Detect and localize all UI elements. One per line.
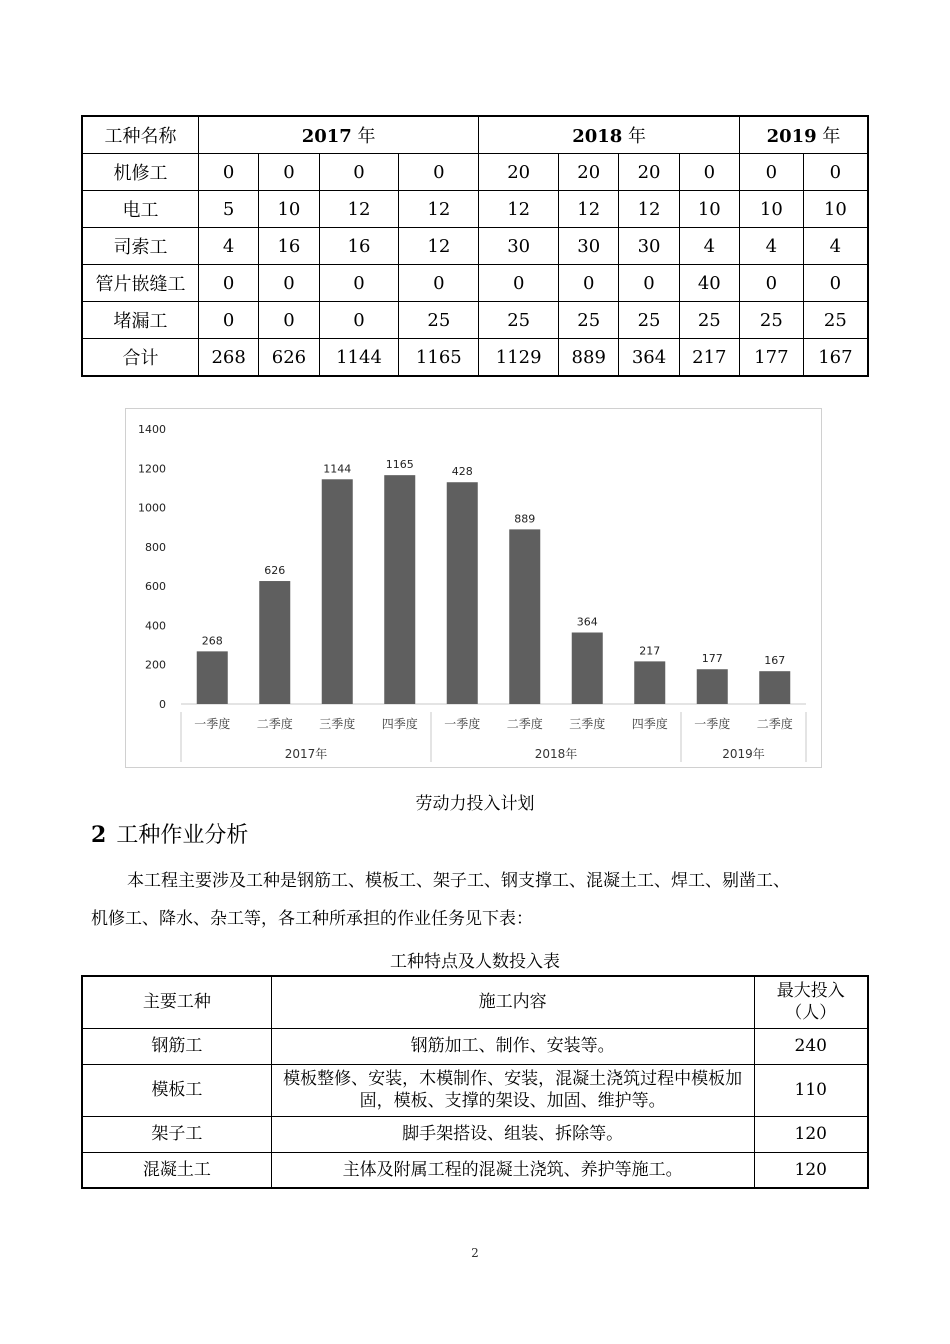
page-number: 2	[471, 1246, 479, 1260]
group-label: 2019年	[722, 747, 765, 761]
category-label: 四季度	[631, 717, 668, 731]
table-cell: 16	[259, 228, 319, 265]
table-row	[82, 1152, 868, 1188]
data-label: 364	[576, 615, 598, 629]
category-label: 二季度	[256, 717, 293, 731]
table-cell: 0	[399, 265, 479, 302]
table-cell: 20	[559, 154, 619, 191]
work-type-table	[81, 975, 869, 1189]
table-cell: 0	[199, 154, 259, 191]
table-cell: 1144	[319, 339, 399, 377]
cell-content: 主体及附属工程的混凝土浇筑、养护等施工。	[271, 1152, 754, 1188]
table-cell: 0	[259, 302, 319, 339]
data-label: 268	[201, 634, 223, 648]
group-label: 2017年	[284, 747, 328, 761]
table-cell: 12	[399, 191, 479, 228]
table-cell: 0	[679, 154, 739, 191]
table-cell: 0	[259, 154, 319, 191]
table-cell: 0	[619, 265, 679, 302]
y-tick-label: 1400	[138, 423, 166, 436]
table-row	[82, 1028, 868, 1064]
table-cell: 1129	[479, 339, 559, 377]
y-tick-label: 600	[145, 580, 166, 594]
data-label: 428	[451, 465, 473, 479]
work-type-table-header	[82, 976, 868, 1028]
table-cell: 25	[739, 302, 803, 339]
labor-chart	[125, 408, 822, 768]
table-cell: 268	[199, 339, 259, 377]
table-cell: 25	[619, 302, 679, 339]
table-cell: 25	[399, 302, 479, 339]
table-cell: 30	[619, 228, 679, 265]
table-cell: 4	[739, 228, 803, 265]
data-label: 889	[514, 512, 536, 526]
table-cell: 0	[803, 265, 868, 302]
data-label: 167	[764, 654, 786, 668]
category-label: 四季度	[381, 717, 418, 731]
cell-content: 模板整修、安装，木模制作、安装，混凝土浇筑过程中模板加固，模板、支撑的架设、加固、维护等。	[271, 1064, 754, 1116]
row-label: 堵漏工	[82, 302, 199, 339]
table-cell: 16	[319, 228, 399, 265]
table-row	[82, 228, 868, 265]
category-label: 二季度	[756, 717, 793, 731]
table-row	[82, 302, 868, 339]
bar	[259, 581, 290, 704]
table-cell: 0	[739, 154, 803, 191]
bar	[197, 651, 228, 704]
table-cell: 12	[559, 191, 619, 228]
y-tick-label: 1200	[138, 462, 166, 476]
labor-table	[81, 115, 869, 377]
table-cell: 217	[679, 339, 739, 377]
table-row	[82, 1064, 868, 1116]
paragraph-line-1: 本工程主要涉及工种是钢筋工、模板工、架子工、钢支撑工、混凝土工、焊工、剔凿工、	[127, 871, 790, 891]
bar	[572, 633, 603, 705]
table-cell: 4	[199, 228, 259, 265]
section-title: 工种作业分析	[116, 823, 249, 848]
row-label: 机修工	[82, 154, 199, 191]
cell-max: 120	[754, 1152, 868, 1188]
table-cell: 0	[199, 302, 259, 339]
table-row	[82, 1116, 868, 1152]
row-label: 合计	[82, 339, 199, 377]
table-cell: 0	[399, 154, 479, 191]
table-cell: 1165	[399, 339, 479, 377]
bar	[322, 479, 353, 704]
cell-content: 钢筋加工、制作、安装等。	[271, 1028, 754, 1064]
category-label: 一季度	[694, 717, 731, 731]
table-cell: 12	[619, 191, 679, 228]
chart-caption: 劳动力投入计划	[415, 794, 535, 814]
row-label: 司索工	[82, 228, 199, 265]
header-content: 施工内容	[271, 976, 754, 1028]
cell-type: 架子工	[82, 1116, 271, 1152]
table-cell: 0	[319, 302, 399, 339]
table-row	[82, 191, 868, 228]
table-cell: 5	[199, 191, 259, 228]
data-label: 626	[264, 564, 286, 578]
header-work-type: 主要工种	[82, 976, 271, 1028]
table-cell: 20	[619, 154, 679, 191]
header-max: 最大投入（人）	[754, 976, 868, 1028]
table-cell: 0	[739, 265, 803, 302]
table-row	[82, 339, 868, 377]
table-cell: 12	[479, 191, 559, 228]
table-row	[82, 154, 868, 191]
table-cell: 10	[679, 191, 739, 228]
category-label: 三季度	[319, 717, 356, 731]
bar	[384, 475, 415, 704]
y-tick-label: 200	[145, 658, 166, 672]
table-cell: 25	[679, 302, 739, 339]
table-cell: 177	[739, 339, 803, 377]
data-label: 217	[639, 644, 661, 658]
table-cell: 0	[259, 265, 319, 302]
table-cell: 12	[399, 228, 479, 265]
group-label: 2018年	[534, 747, 578, 761]
table-cell: 0	[199, 265, 259, 302]
table-cell: 40	[679, 265, 739, 302]
data-label: 1165	[385, 458, 414, 472]
table-row	[82, 265, 868, 302]
data-label: 1144	[323, 462, 352, 476]
year-2019-header: 2019 年	[739, 116, 868, 154]
table-cell: 889	[559, 339, 619, 377]
table-cell: 25	[559, 302, 619, 339]
table-cell: 0	[479, 265, 559, 302]
bar	[634, 661, 665, 704]
table-cell: 10	[259, 191, 319, 228]
labor-table-header	[82, 116, 868, 154]
table-cell: 30	[479, 228, 559, 265]
cell-max: 120	[754, 1116, 868, 1152]
category-label: 一季度	[194, 717, 231, 731]
table-cell: 0	[803, 154, 868, 191]
table-cell: 30	[559, 228, 619, 265]
table-cell: 167	[803, 339, 868, 377]
y-tick-label: 1000	[138, 501, 166, 515]
y-tick-label: 800	[145, 540, 166, 554]
y-tick-label: 400	[145, 619, 166, 633]
table-cell: 364	[619, 339, 679, 377]
table-cell: 4	[679, 228, 739, 265]
data-label: 177	[701, 652, 723, 666]
paragraph	[91, 862, 871, 938]
table-cell: 25	[479, 302, 559, 339]
table-cell: 10	[739, 191, 803, 228]
section-number: 2	[91, 822, 107, 848]
bar	[697, 669, 728, 704]
cell-type: 模板工	[82, 1064, 271, 1116]
bar	[447, 482, 478, 704]
table2-title: 工种特点及人数投入表	[390, 952, 560, 972]
bar	[509, 529, 540, 704]
year-2017-header: 2017 年	[199, 116, 479, 154]
bar	[759, 671, 790, 704]
table-cell: 0	[319, 265, 399, 302]
table-cell: 0	[559, 265, 619, 302]
table-cell: 0	[319, 154, 399, 191]
row-label: 电工	[82, 191, 199, 228]
table-cell: 12	[319, 191, 399, 228]
cell-content: 脚手架搭设、组装、拆除等。	[271, 1116, 754, 1152]
table-cell: 20	[479, 154, 559, 191]
row-label: 管片嵌缝工	[82, 265, 199, 302]
table-cell: 25	[803, 302, 868, 339]
category-label: 二季度	[506, 717, 543, 731]
cell-type: 混凝土工	[82, 1152, 271, 1188]
cell-max: 240	[754, 1028, 868, 1064]
header-label: 工种名称	[82, 116, 199, 154]
section-heading	[91, 818, 248, 849]
labor-chart-svg	[126, 409, 823, 769]
paragraph-line-2: 机修工、降水、杂工等，各工种所承担的作业任务见下表：	[91, 909, 533, 929]
cell-type: 钢筋工	[82, 1028, 271, 1064]
table-cell: 626	[259, 339, 319, 377]
cell-max: 110	[754, 1064, 868, 1116]
category-label: 三季度	[569, 717, 606, 731]
category-label: 一季度	[444, 717, 481, 731]
table-cell: 10	[803, 191, 868, 228]
year-2018-header: 2018 年	[479, 116, 740, 154]
table-cell: 4	[803, 228, 868, 265]
y-tick-label: 0	[159, 698, 166, 711]
